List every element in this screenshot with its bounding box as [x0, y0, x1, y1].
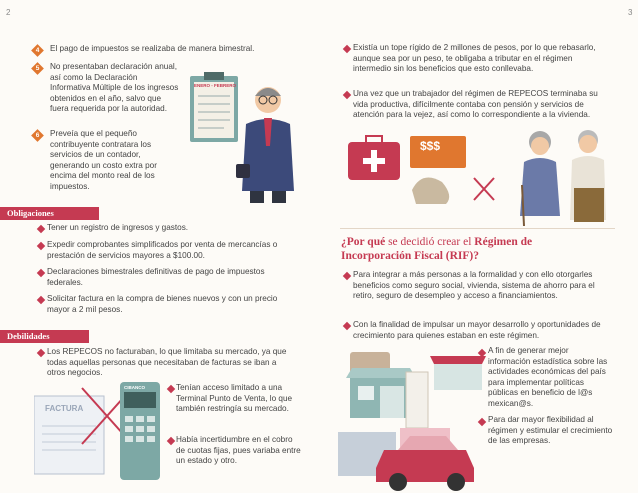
obligaciones-heading: Obligaciones	[0, 207, 99, 220]
number-badge-4: 4	[31, 44, 44, 57]
debilidad-main: Los REPECOS no facturaban, lo que limitaba su mercado, ya que todas aquellas personas que necesitaban de facturas se iban a otros negocios.	[47, 347, 287, 378]
item-5-text: No presentaban declaración anual, así como la Declaración Informativa Múltiple de los ingresos obtenidos en el año, salvo que fuera requerida por la autoridad.	[50, 62, 179, 114]
shop-car-illustration	[336, 344, 486, 492]
bullet	[37, 269, 45, 277]
rif-heading-mid: se decidió crear el	[385, 236, 475, 248]
rif-heading	[341, 236, 601, 263]
number-badge-6: 6	[31, 129, 44, 142]
obligacion-2: Expedir comprobantes simplificados por venta de mercancías o prestación de servicios mayores a $100.00.	[47, 240, 278, 260]
elderly-man-icon	[579, 135, 597, 153]
house-icon	[412, 178, 449, 205]
shop-door-icon	[406, 372, 428, 428]
debilidad-side-2: Había incertidumbre en el cobro de cuotas fijas, pues variaba entre un estado y otro.	[176, 435, 301, 466]
clipboard-label: ENERO - FEBRERO	[194, 83, 237, 88]
terminal-label: CIBANCO	[124, 385, 145, 390]
bullet	[167, 385, 175, 393]
rif-side-2: Para dar mayor flexibilidad al régimen y estimular el crecimiento de las empresas.	[488, 415, 613, 446]
rif-side-1: A fin de generar mejor información estadística sobre las actividades económicas del país para implementar políticas públicas en beneficio de l@s mexican@s.	[488, 346, 608, 408]
right-item-2: Una vez que un trabajador del régimen de REPECOS terminaba su vida productiva, difícilmente contaba con pensión y servicios de atención para la vejez, así como lo correspondiente a la vivienda.	[353, 89, 598, 120]
money-label: $$$	[420, 139, 441, 153]
section-divider	[340, 228, 615, 229]
bullet	[37, 242, 45, 250]
elderly-woman-icon	[531, 137, 549, 155]
page-number-right: 3	[628, 8, 633, 17]
obligacion-4: Solicitar factura en la compra de bienes nuevos y con un precio mayor a 2 mil pesos.	[47, 294, 278, 314]
bullet	[37, 225, 45, 233]
bullet	[37, 349, 45, 357]
retirement-illustration	[338, 130, 638, 230]
factura-label: FACTURA	[45, 404, 84, 413]
rif-item-2: Con la finalidad de impulsar un mayor desarrollo y oportunidades de crecimiento para quienes estaban en este régimen.	[353, 320, 601, 340]
item-4-text: El pago de impuestos se realizaba de manera bimestral.	[50, 44, 255, 53]
rif-item-1: Para integrar a más personas a la formalidad y con ello otorgarles beneficios como seguro social, vivienda, sistema de ahorro para el retiro, seguro de desempleo y acceso a financiamientos.	[353, 270, 595, 301]
factura-terminal-illustration	[34, 382, 164, 482]
bullet	[167, 437, 175, 445]
number-badge-5: 5	[31, 62, 44, 75]
right-item-1: Existía un tope rígido de 2 millones de pesos, por lo que rebasarlo, aunque sea por un peso, te obligaba a tributar en el régimen intermedio sin los beneficios que esto conllevaba.	[353, 43, 596, 74]
item-6-text: Preveía que el pequeño contribuyente contratara los servicios de un contador, generando un costo extra por encima del monto real de los impuestos.	[50, 129, 157, 191]
obligacion-3: Declaraciones bimestrales definitivas de pago de impuestos federales.	[47, 267, 265, 287]
rif-heading-prefix: ¿Por qué	[341, 236, 386, 248]
rif-heading-bold: Régimen de Incorporación Fiscal (RIF)?	[341, 236, 533, 262]
obligacion-1: Tener un registro de ingresos y gastos.	[47, 223, 189, 232]
debilidades-heading: Debilidades	[0, 330, 89, 343]
page-number-left: 2	[6, 8, 11, 17]
bullet	[37, 296, 45, 304]
briefcase-icon	[236, 164, 250, 178]
left-page	[0, 0, 318, 493]
debilidad-side-1: Tenían acceso limitado a una Terminal Punto de Venta, lo que también restringía su mercado.	[176, 383, 293, 414]
